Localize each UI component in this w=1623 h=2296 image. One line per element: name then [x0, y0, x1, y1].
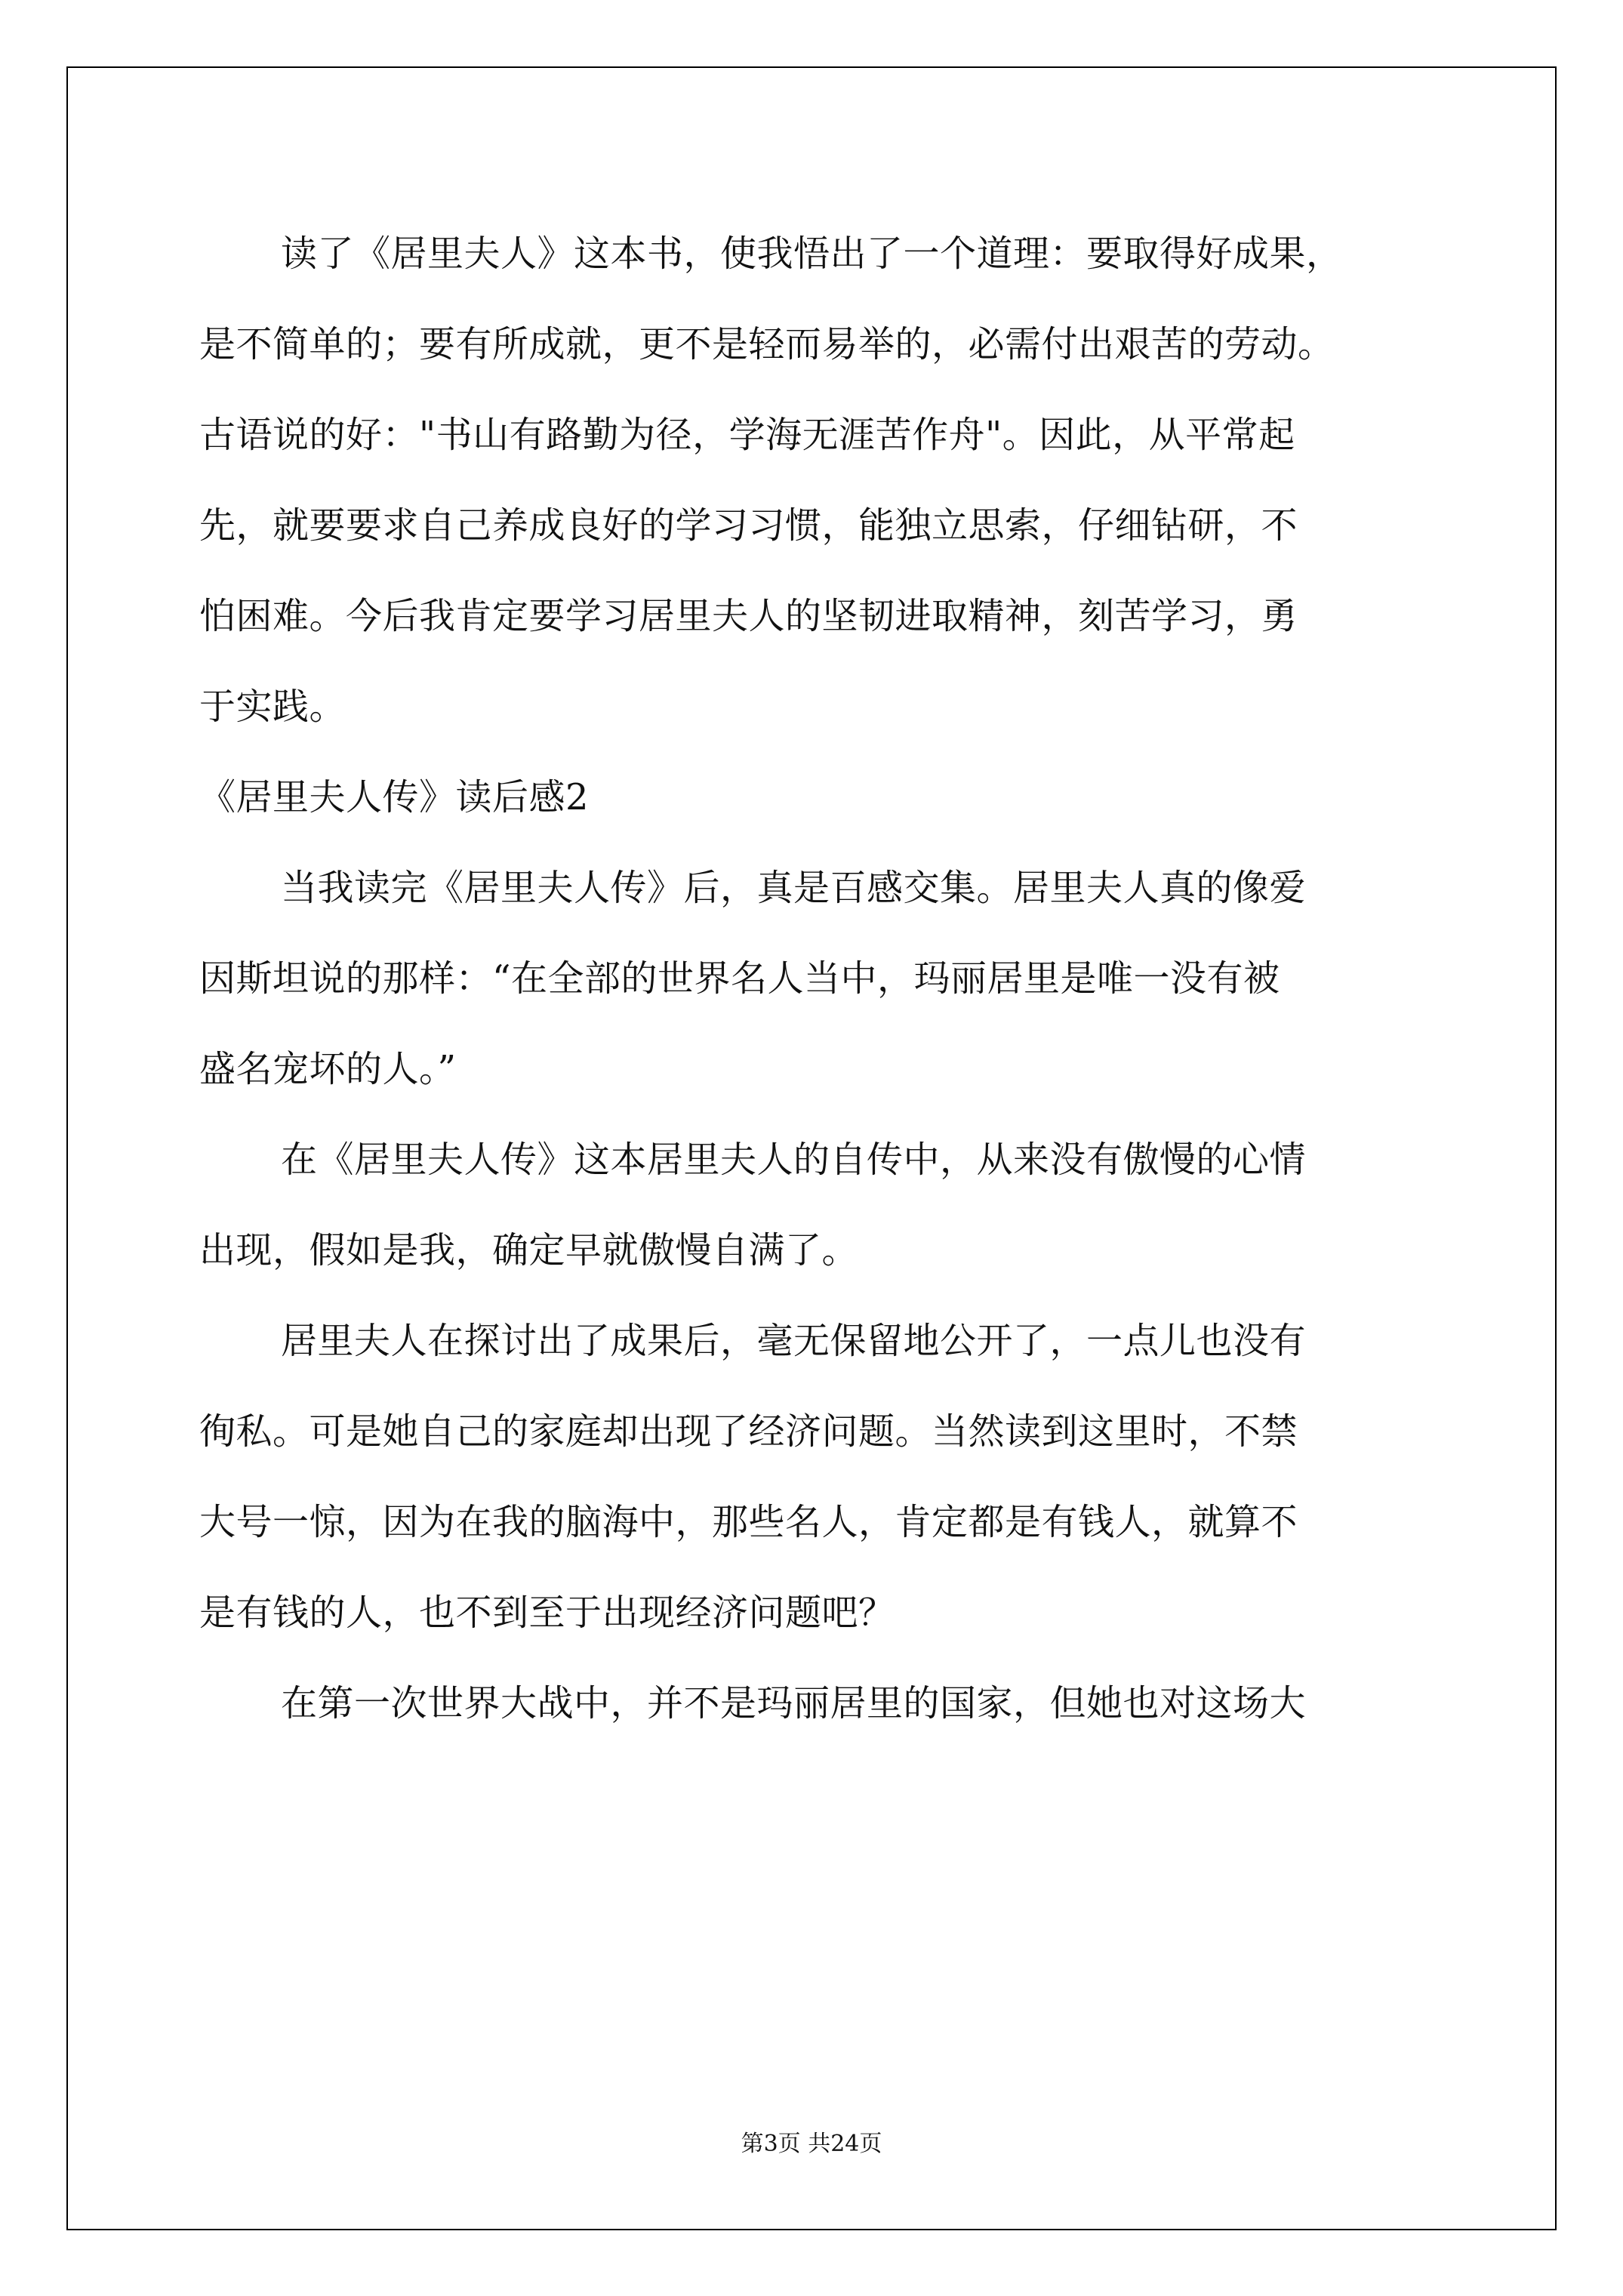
paragraph-4-line-4: 是有钱的人，也不到至于出现经济问题吧？: [199, 1592, 895, 1634]
paragraph-1-line-2: 是不简单的；要有所成就，更不是轻而易举的，必需付出艰苦的劳动。: [199, 323, 1335, 365]
paragraph-1-line-4: 先，就要要求自己养成良好的学习习惯，能独立思索，仔细钻研，不: [199, 504, 1298, 547]
paragraph-1-line-6: 于实践。: [199, 686, 346, 728]
paragraph-2-line-2: 因斯坦说的那样：“在全部的世界名人当中，玛丽居里是唯一没有被: [199, 957, 1280, 1000]
paragraph-1-line-5: 怕困难。今后我肯定要学习居里夫人的坚韧进取精神，刻苦学习，勇: [199, 595, 1298, 637]
paragraph-1-line-3: 古语说的好："书山有路勤为径，学海无涯苦作舟"。因此，从平常起: [199, 414, 1295, 456]
paragraph-4-line-1: 居里夫人在探讨出了成果后，毫无保留地公开了，一点儿也没有: [281, 1320, 1307, 1362]
paragraph-1-line-1: 读了《居里夫人》这本书，使我悟出了一个道理：要取得好成果，: [281, 233, 1343, 275]
paragraph-4-line-3: 大号一惊，因为在我的脑海中，那些名人，肯定都是有钱人，就算不: [199, 1501, 1298, 1543]
paragraph-3-line-1: 在《居里夫人传》这本居里夫人的自传中，从来没有傲慢的心情: [281, 1139, 1307, 1181]
paragraph-2-line-3: 盛名宠坏的人。”: [199, 1048, 457, 1090]
paragraph-4-line-2: 徇私。可是她自己的家庭却出现了经济问题。当然读到这里时，不禁: [199, 1410, 1298, 1453]
page-number-footer: 第3页 共24页: [741, 2131, 882, 2157]
paragraph-2-line-1: 当我读完《居里夫人传》后，真是百感交集。居里夫人真的像爱: [281, 867, 1307, 909]
paragraph-5-line-1: 在第一次世界大战中，并不是玛丽居里的国家，但她也对这场大: [281, 1682, 1307, 1724]
section-heading: 《居里夫人传》读后感2: [199, 776, 590, 818]
paragraph-3-line-2: 出现，假如是我，确定早就傲慢自满了。: [199, 1229, 859, 1271]
